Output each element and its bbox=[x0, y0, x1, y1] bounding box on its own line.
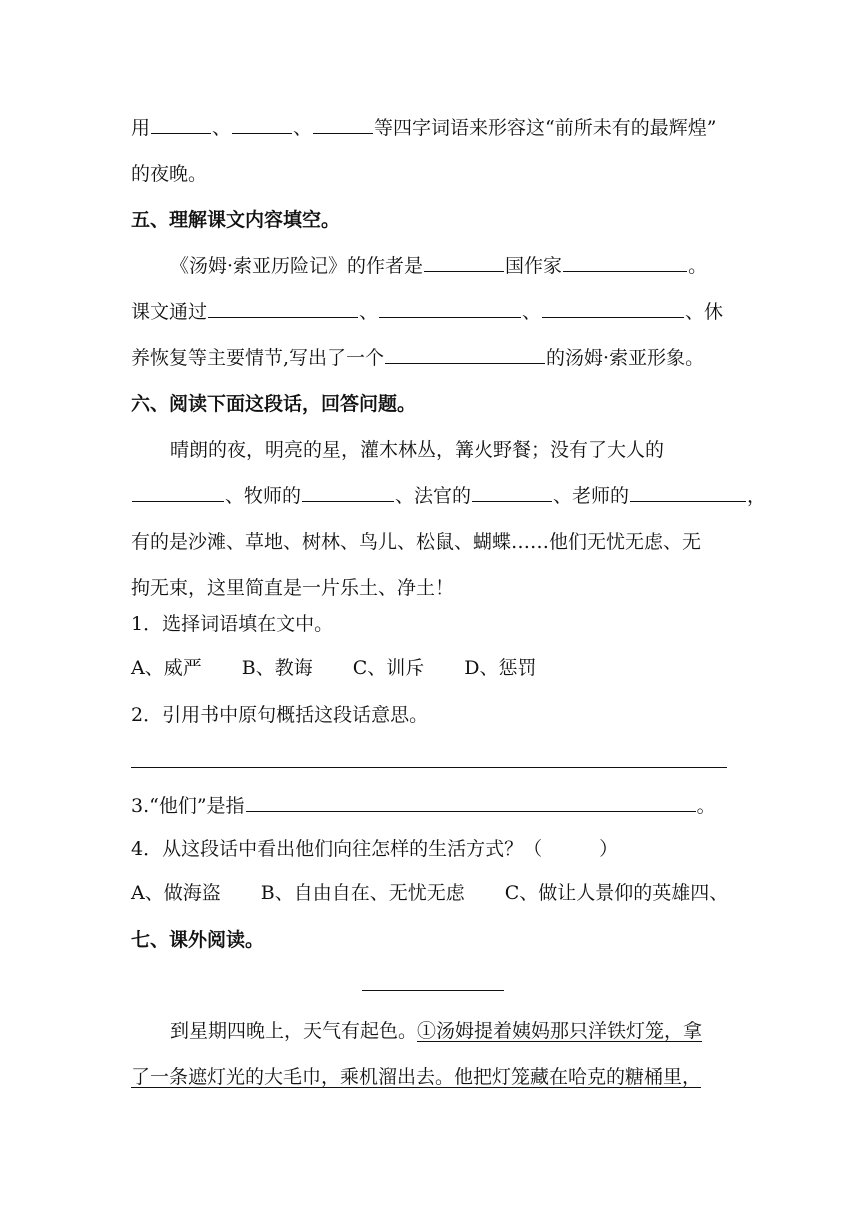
blank-1 bbox=[151, 113, 211, 134]
blank-plot-1 bbox=[208, 297, 358, 318]
section-seven-heading: 七、课外阅读。 bbox=[131, 929, 265, 951]
answer-line-q2 bbox=[131, 767, 727, 768]
blank-plot-3 bbox=[542, 297, 684, 318]
option-c: C、做让人景仰的英雄四、 bbox=[504, 882, 729, 904]
option-b: B、教诲 bbox=[241, 657, 313, 679]
passage-line-4: 拘无束，这里简直是一片乐土、净土！ bbox=[131, 577, 455, 599]
section-six-heading: 六、阅读下面这段话，回答问题。 bbox=[131, 393, 417, 415]
text: 、 bbox=[359, 301, 379, 323]
text: 、 bbox=[522, 301, 542, 323]
text: 《汤姆·索亚历险记》的作者是 bbox=[170, 255, 424, 277]
text: 到星期四晚上，天气有起色。 bbox=[170, 1020, 418, 1042]
option-a: A、做海盗 bbox=[131, 882, 221, 904]
option-a: A、威严 bbox=[131, 657, 202, 679]
blank-3 bbox=[313, 113, 373, 134]
text: 、休 bbox=[685, 301, 724, 323]
text: 课文通过 bbox=[131, 301, 208, 323]
blank-pastor bbox=[302, 481, 394, 502]
text: 、 bbox=[293, 117, 313, 139]
text: 、牧师的 bbox=[225, 485, 302, 507]
question-3 bbox=[131, 791, 716, 821]
passage-line-2 bbox=[131, 481, 766, 511]
text: 的汤姆·索亚形象。 bbox=[546, 347, 705, 369]
text: 。 bbox=[688, 255, 708, 277]
line-5 bbox=[131, 343, 704, 373]
reading-line-2: 了一条遮灯光的大毛巾，乘机溜出去。他把灯笼藏在哈克的糖桶里， bbox=[131, 1066, 702, 1088]
blank-judge bbox=[472, 481, 552, 502]
blank-teacher bbox=[630, 481, 746, 502]
text: 3.“他们”是指 bbox=[131, 795, 245, 817]
section-five-heading: 五、理解课文内容填空。 bbox=[131, 209, 341, 231]
blank-author-name bbox=[563, 251, 687, 272]
blank-author-country bbox=[424, 251, 504, 272]
option-d: D、惩罚 bbox=[464, 657, 537, 679]
question-1: 1．选择词语填在文中。 bbox=[131, 613, 334, 635]
question-4-options bbox=[131, 878, 728, 908]
underlined-sentence: ①汤姆提着姨妈那只洋铁灯笼，拿 bbox=[417, 1020, 703, 1042]
blank-character bbox=[385, 343, 545, 364]
text: 、 bbox=[212, 117, 232, 139]
line-4 bbox=[131, 297, 723, 327]
text: 等四字词语来形容这“前所未有的最辉煌” bbox=[374, 117, 717, 139]
blank-plot-2 bbox=[379, 297, 521, 318]
text: 用 bbox=[131, 117, 151, 139]
option-c: C、训斥 bbox=[352, 657, 425, 679]
question-4: 4．从这段话中看出他们向往怎样的生活方式？（ ） bbox=[131, 838, 619, 860]
text: 、法官的 bbox=[395, 485, 472, 507]
text: 、老师的 bbox=[553, 485, 630, 507]
blank-they bbox=[246, 791, 696, 812]
question-1-options bbox=[131, 653, 536, 683]
option-b: B、自由自在、无忧无虑 bbox=[260, 882, 465, 904]
line-3 bbox=[170, 251, 707, 281]
title-blank-line bbox=[362, 990, 504, 991]
blank-2 bbox=[232, 113, 292, 134]
line-2: 的夜晚。 bbox=[131, 163, 208, 185]
question-2: 2．引用书中原句概括这段话意思。 bbox=[131, 704, 429, 726]
passage-line-1: 晴朗的夜，明亮的星，灌木林丛，篝火野餐；没有了大人的 bbox=[170, 439, 665, 461]
passage-line-3: 有的是沙滩、草地、树林、鸟儿、松鼠、蝴蝶……他们无忧无虑、无 bbox=[131, 531, 702, 553]
line-1 bbox=[131, 113, 716, 143]
blank-adult bbox=[132, 481, 224, 502]
text: 养恢复等主要情节,写出了一个 bbox=[131, 347, 385, 369]
reading-line-1 bbox=[170, 1016, 702, 1046]
text: 。 bbox=[696, 795, 716, 817]
text: 国作家 bbox=[505, 255, 563, 277]
text: ， bbox=[747, 485, 767, 507]
